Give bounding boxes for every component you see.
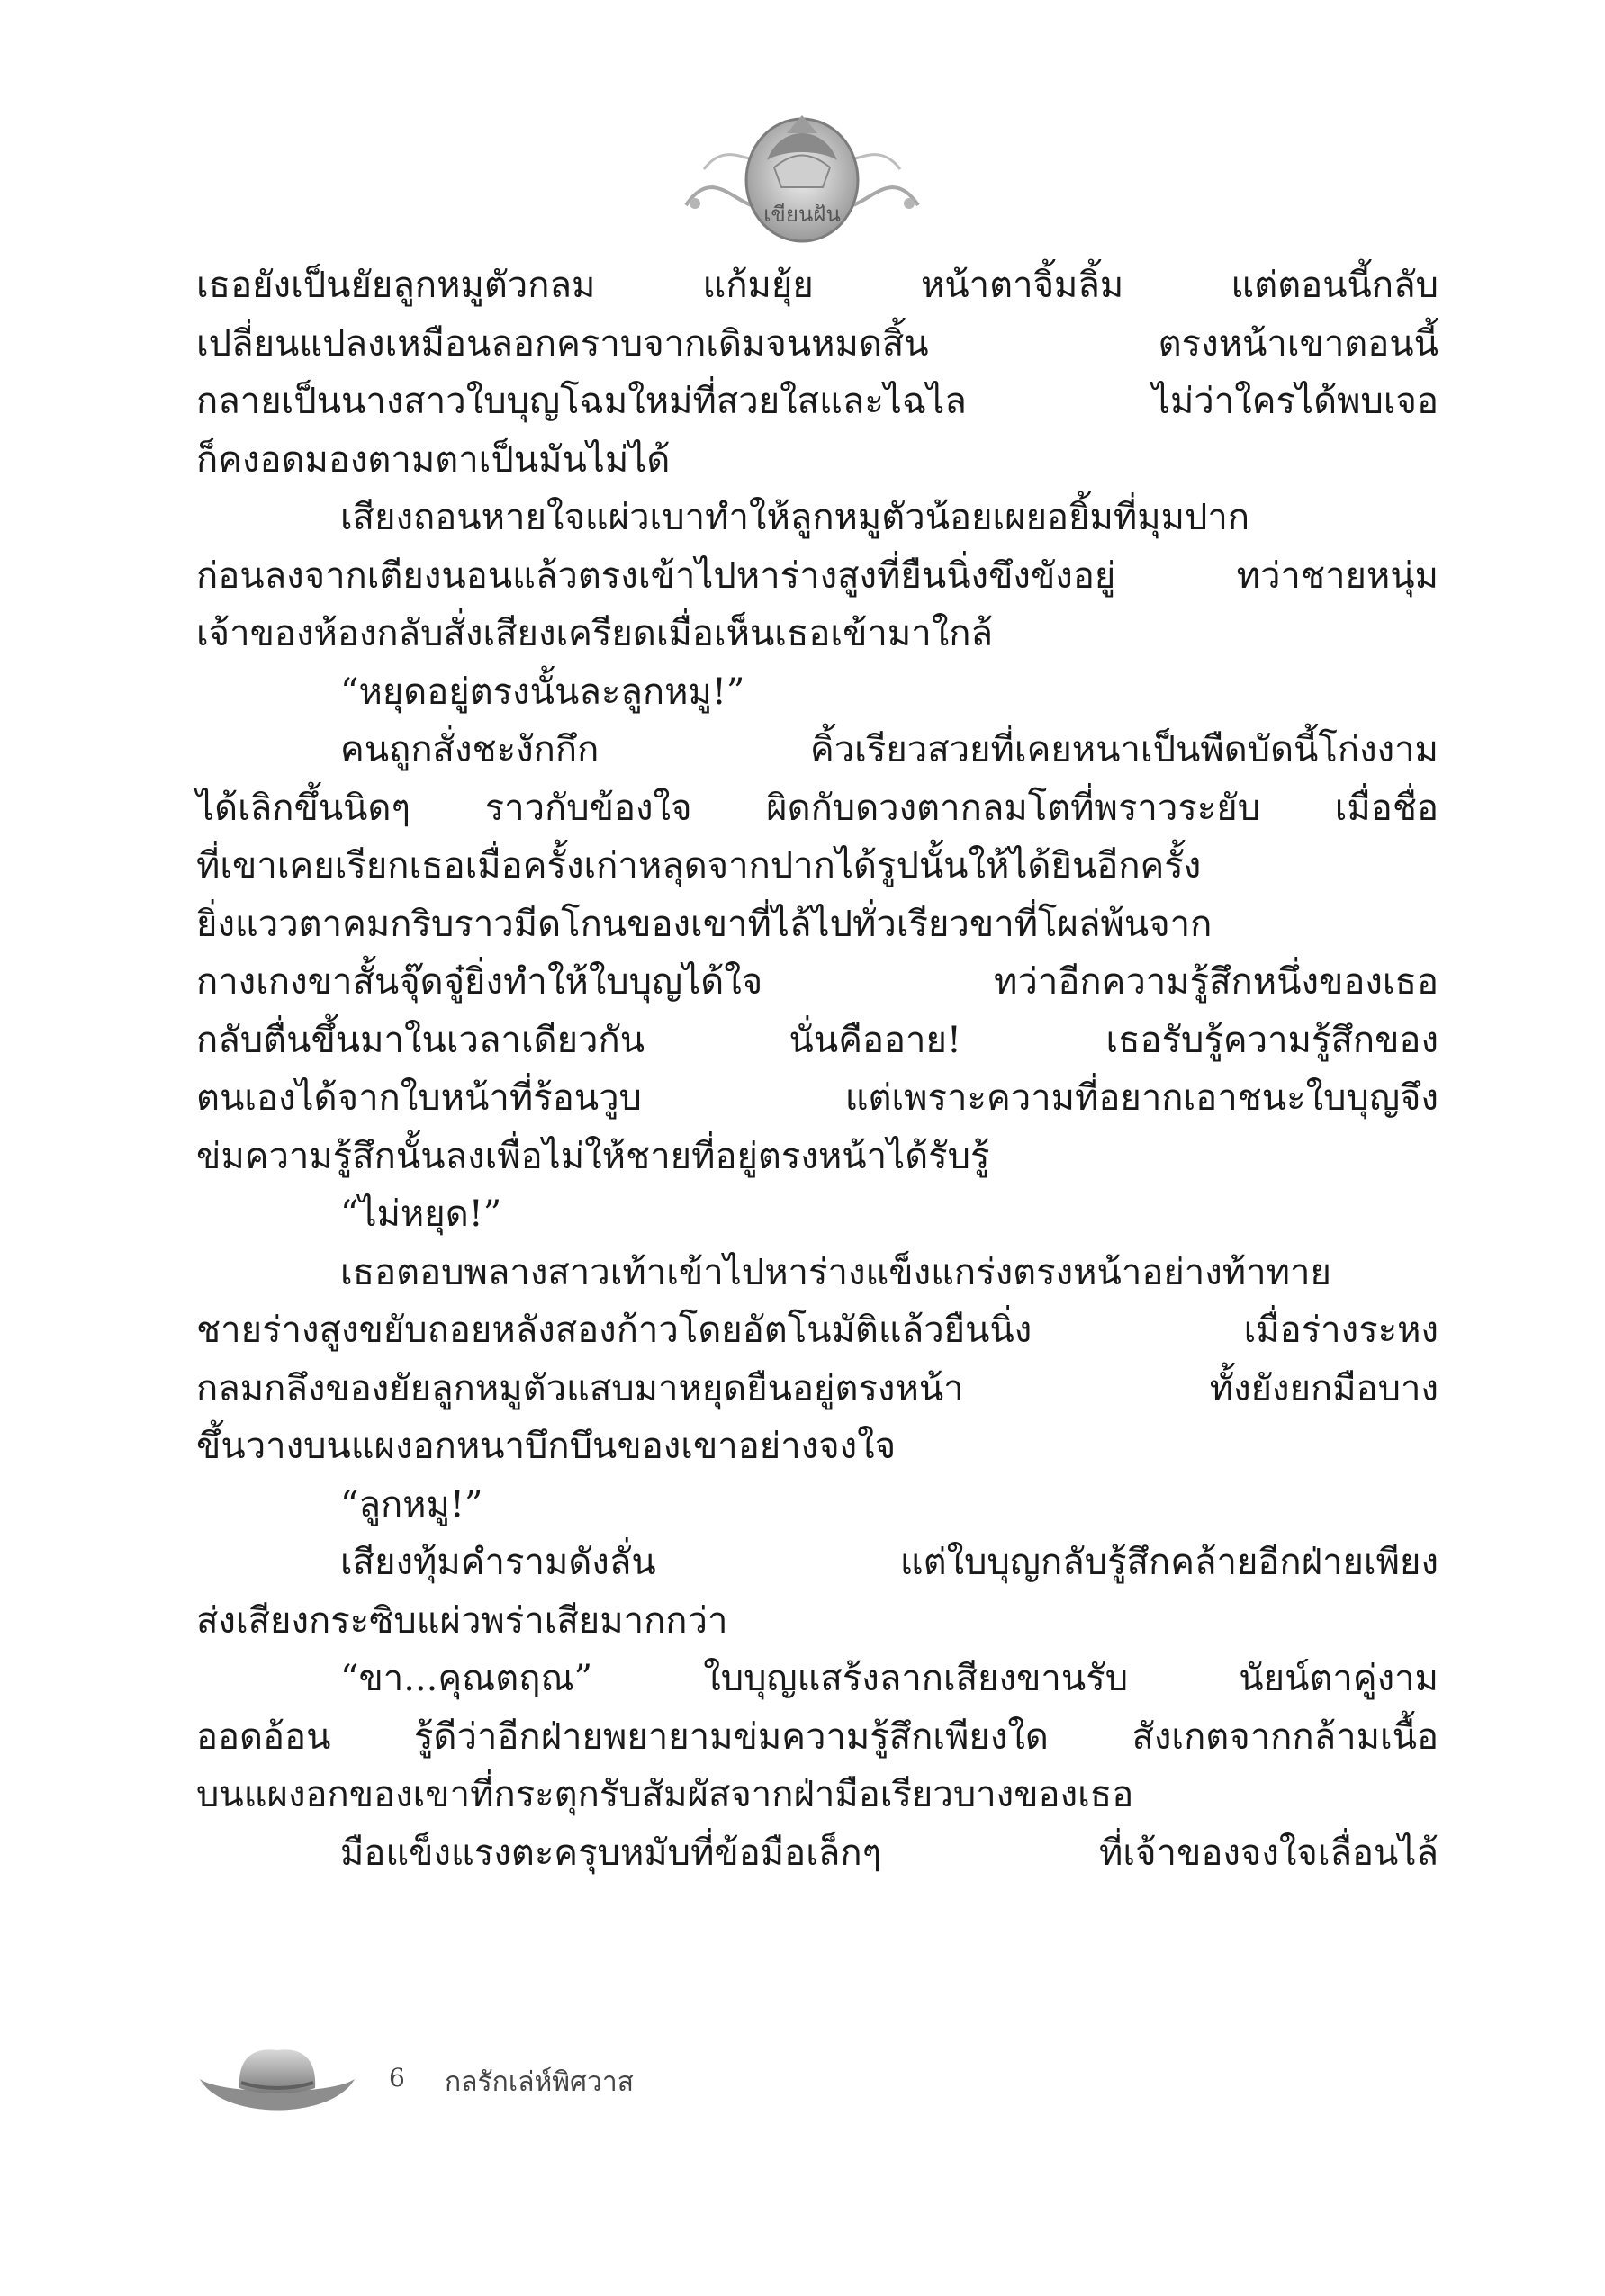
text-line: ก็คงอดมองตามตาเป็นมันไม่ได้	[196, 438, 671, 481]
text-line: “หยุดอยู่ตรงนั้นละลูกหมู!”	[340, 671, 745, 713]
cowboy-hat-icon	[196, 2041, 358, 2122]
text-line: ยิ่งแววตาคมกริบราวมีดโกนของเขาที่ไล้ไปทั่วเรียวขาที่โผล่พ้นจาก	[196, 903, 1213, 945]
text-line: “ลูกหมู!”	[340, 1483, 483, 1526]
text-line: ตนเองได้จากใบหน้าที่ร้อนวูบ แต่เพราะความที่อยากเอาชนะใบบุญจึง	[196, 1077, 1438, 1119]
text-line: “ไม่หยุด!”	[340, 1193, 502, 1235]
text-line: ชายร่างสูงขยับถอยหลังสองก้าวโดยอัตโนมัติแล้วยืนนิ่ง เมื่อร่างระหง	[196, 1310, 1438, 1351]
ornamental-crest-logo-icon	[668, 97, 936, 250]
text-line: เธอยังเป็นยัยลูกหมูตัวกลม แก้มยุ้ย หน้าตาจิ้มลิ้ม แต่ตอนนี้กลับ	[196, 265, 1438, 306]
text-line: คนถูกสั่งชะงักกึก คิ้วเรียวสวยที่เคยหนาเป็นพืดบัดนี้โก่งงาม	[340, 729, 1438, 770]
text-line: เปลี่ยนแปลงเหมือนลอกคราบจากเดิมจนหมดสิ้น ตรงหน้าเขาตอนนี้	[196, 322, 1438, 365]
text-line: กางเกงขาสั้นจุ๊ดจู๋ยิ่งทำให้ใบบุญได้ใจ ทว่าอีกความรู้สึกหนึ่งของเธอ	[196, 961, 1438, 1003]
text-line: บนแผงอกของเขาที่กระตุกรับสัมผัสจากฝ่ามือเรียวบางของเธอ	[196, 1774, 1134, 1815]
text-line: มือแข็งแรงตะครุบหมับที่ข้อมือเล็กๆ ที่เจ้าของจงใจเลื่อนไล้	[340, 1832, 1438, 1874]
story-text	[196, 257, 1438, 1882]
text-line: กลายเป็นนางสาวใบบุญโฉมใหม่ที่สวยใสและไฉไล ไม่ว่าใครได้พบเจอ	[196, 381, 1438, 422]
text-line: กลับตื่นขึ้นมาในเวลาเดียวกัน นั่นคืออาย! เธอรับรู้ความรู้สึกของ	[196, 1019, 1438, 1061]
text-line: ออดอ้อน รู้ดีว่าอีกฝ่ายพยายามข่มความรู้สึกเพียงใด สังเกตจากกล้ามเนื้อ	[196, 1715, 1438, 1758]
text-line: ได้เลิกขึ้นนิดๆ ราวกับข้องใจ ผิดกับดวงตากลมโตที่พราวระยับ เมื่อชื่อ	[196, 787, 1438, 829]
logo-text: เขียนฝัน	[763, 202, 841, 227]
text-line: “ขา...คุณตฤณ” ใบบุญแสร้งลากเสียงขานรับ นัยน์ตาคู่งาม	[340, 1658, 1438, 1699]
text-line: ที่เขาเคยเรียกเธอเมื่อครั้งเก่าหลุดจากปากได้รูปนั้นให้ได้ยินอีกครั้ง	[196, 845, 1202, 887]
text-line: เธอตอบพลางสาวเท้าเข้าไปหาร่างแข็งแกร่งตรงหน้าอย่างท้าทาย	[340, 1251, 1331, 1293]
text-line: กลมกลึงของยัยลูกหมูตัวแสบมาหยุดยืนอยู่ตรงหน้า ทั้งยังยกมือบาง	[196, 1367, 1438, 1409]
text-line: เสียงถอนหายใจแผ่วเบาทำให้ลูกหมูตัวน้อยเผยอยิ้มที่มุมปาก	[340, 497, 1250, 538]
text-line: ก่อนลงจากเตียงนอนแล้วตรงเข้าไปหาร่างสูงที่ยืนนิ่งขึงขังอยู่ ทว่าชายหนุ่ม	[196, 554, 1438, 597]
running-title: กลรักเล่ห์พิศวาส	[445, 2066, 635, 2098]
text-line: ขึ้นวางบนแผงอกหนาบึกบึนของเขาอย่างจงใจ	[196, 1426, 897, 1467]
text-line: เจ้าของห้องกลับสั่งเสียงเครียดเมื่อเห็นเธอเข้ามาใกล้	[196, 613, 993, 654]
text-line: เสียงทุ้มคำรามดังลั่น แต่ใบบุญกลับรู้สึกคล้ายอีกฝ่ายเพียง	[340, 1542, 1438, 1583]
text-line: ข่มความรู้สึกนั้นลงเพื่อไม่ให้ชายที่อยู่ตรงหน้าได้รับรู้	[196, 1135, 990, 1177]
page-number: 6	[389, 2063, 405, 2093]
text-line: ส่งเสียงกระซิบแผ่วพร่าเสียมากกว่า	[196, 1599, 728, 1642]
